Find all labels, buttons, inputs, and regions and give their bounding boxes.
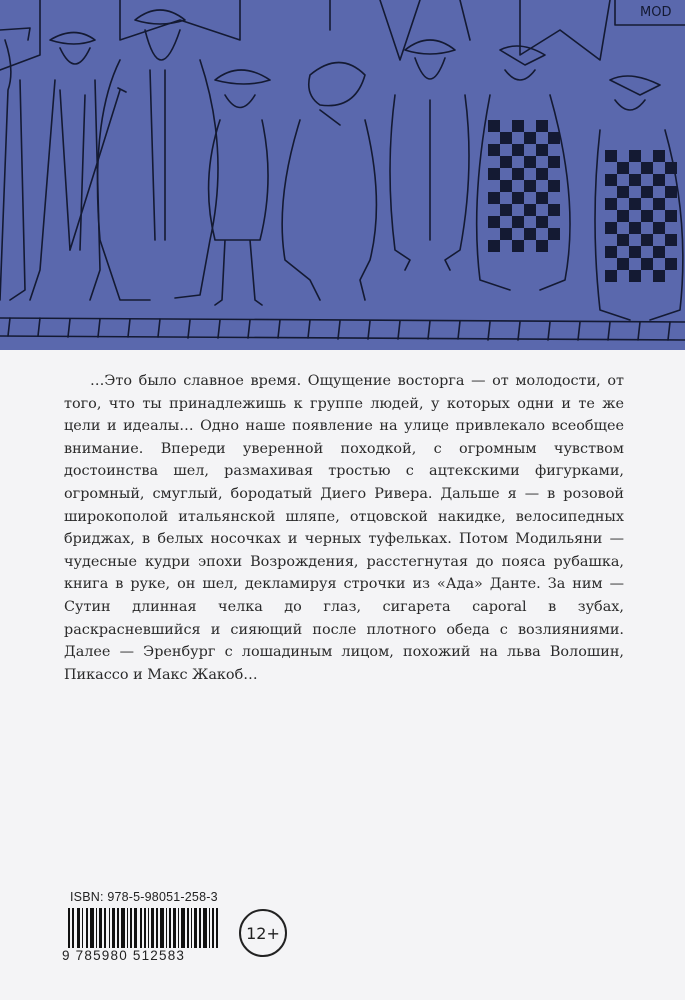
sign-fragment: MOD bbox=[640, 5, 672, 20]
blurb-paragraph: …Это было славное время. Ощущение восторга — от молодости, от того, что ты принадлежишь к группе людей, у которых одни и те же цели и идеалы… Одно наше появление на улице привлекало всеобщее внимание. Впереди уверенной походкой, с огромным чувством достоинства шел, размахивая тростью с ацтекскими фигурками, огромный, смуглый, бородатый Диего Ривера. Дальше я — в розовой широкополой итальянской шляпе, отцовской накидке, велосипедных бриджах, в белых носочках и черных туфельках. Потом Модильяни — чудесные кудри эпохи Возрождения, расстегнутая до пояса рубашка, книга в руке, он шел, декламируя строчки из «Ада» Данте. За ним — Сутин длинная челка до глаз, сигарета caporal в зубах, раскрасневшийся и сияющий после плотного обеда с возлияниями. Далее — Эренбург с лошадиным лицом, похожий на льва Волошин, Пикассо и Макс Жакоб… bbox=[64, 373, 624, 683]
blurb-text bbox=[64, 370, 624, 686]
cover-illustration bbox=[0, 0, 685, 350]
street-crowd-illustration-icon bbox=[0, 0, 685, 350]
isbn-label: ISBN: 978-5-98051-258-3 bbox=[70, 890, 218, 904]
barcode-digits: 9 785980 512583 bbox=[62, 948, 278, 963]
age-rating-badge: 12+ bbox=[239, 909, 287, 957]
